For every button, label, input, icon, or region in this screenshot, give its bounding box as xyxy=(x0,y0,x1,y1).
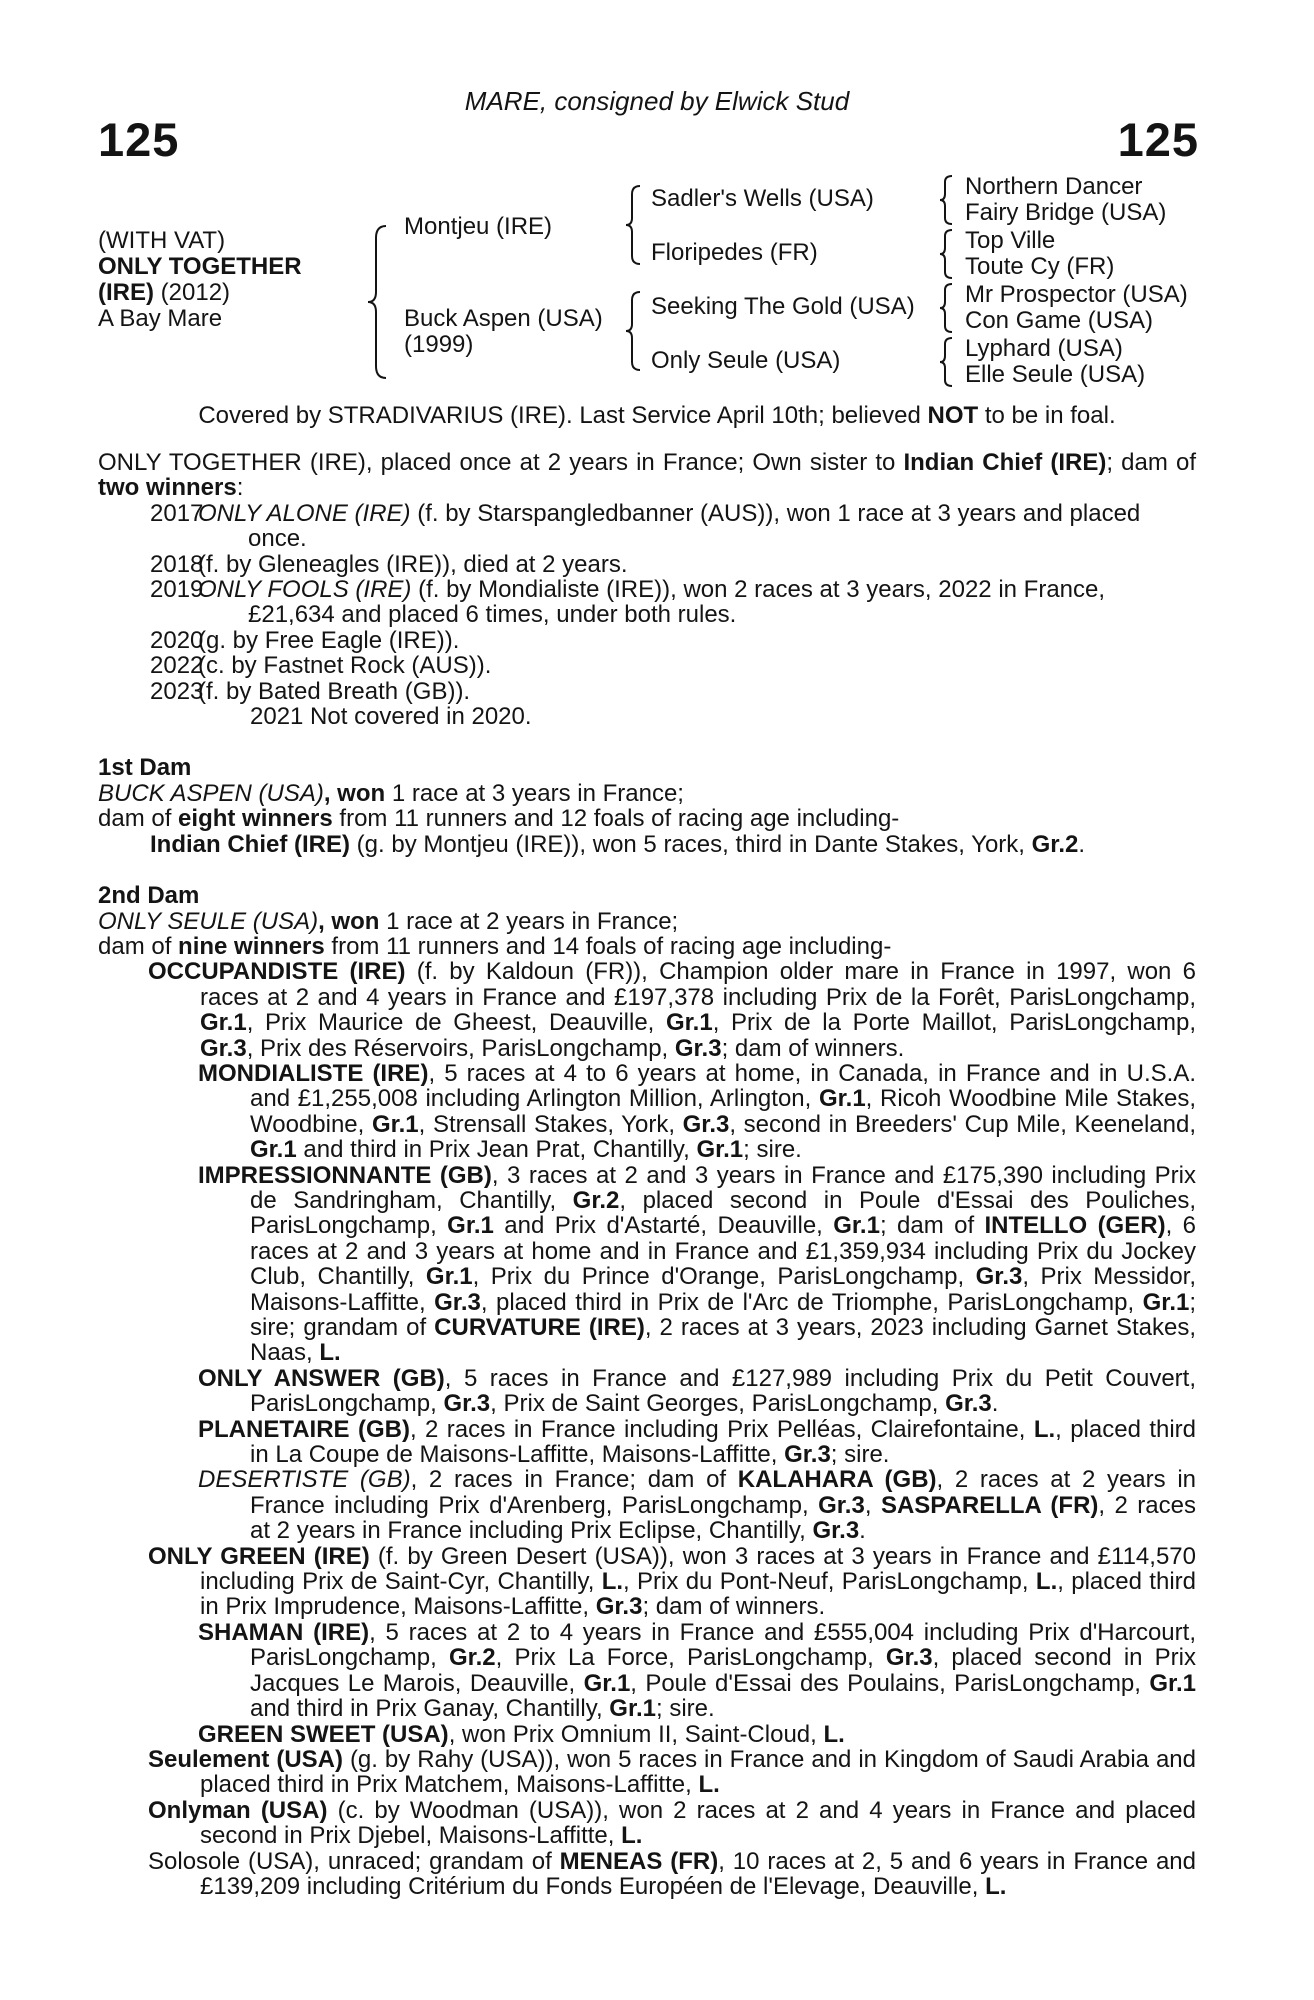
produce-row: 2017 ONLY ALONE (IRE) (f. by Starspangledbanner (AUS)), won 1 race at 3 years and placed once. xyxy=(150,499,1141,553)
pedigree-brace-dam xyxy=(624,290,642,372)
pedigree-sdd: Toute Cy (FR) xyxy=(965,253,1115,280)
covering-not: NOT xyxy=(927,402,979,429)
horse-name: ONLY TOGETHER xyxy=(98,253,302,280)
entry-seulement: Seulement (USA) (g. by Rahy (USA)), won 5 races in France and in Kingdom of Saudi Arabia and placed third in Prix Matchem, Maisons-Laffitte, L. xyxy=(148,1745,1196,1799)
pedigree-dam-year: (1999) xyxy=(404,331,474,358)
covering-note xyxy=(0,402,1314,430)
pedigree-ssd: Fairy Bridge (USA) xyxy=(965,199,1167,226)
consignor-line: MARE, consigned by Elwick Stud xyxy=(464,86,850,116)
catalogue-body xyxy=(98,450,1196,1899)
pedigree-brace-dd xyxy=(938,336,954,388)
pedigree-ds: Seeking The Gold (USA) xyxy=(651,293,915,320)
horse-origin-year xyxy=(98,280,230,306)
pedigree-ss: Sadler's Wells (USA) xyxy=(651,185,874,212)
pedigree-brace-ss xyxy=(938,174,954,226)
horse-country: (IRE) xyxy=(98,279,154,306)
second-dam-summary: dam of nine winners from 11 runners and 14 foals of racing age including- xyxy=(98,932,892,960)
pedigree-dds: Lyphard (USA) xyxy=(965,335,1123,362)
entry-green-sweet: GREEN SWEET (USA), won Prix Omnium II, Saint-Cloud, L. xyxy=(198,1720,845,1748)
pedigree-dsd: Con Game (USA) xyxy=(965,307,1154,334)
first-dam-summary: dam of eight winners from 11 runners and 12 foals of racing age including- xyxy=(98,805,900,833)
entry-planetaire: PLANETAIRE (GB), 2 races in France including Prix Pelléas, Clairefontaine, L., placed third in La Coupe de Maisons-Laffitte, Maisons-Laffitte, Gr.3; sire. xyxy=(198,1415,1197,1469)
pedigree-brace-sd xyxy=(938,228,954,280)
entry-occupandiste: OCCUPANDISTE (IRE) (f. by Kaldoun (FR)), Champion older mare in France in 1997, won 6 races at 2 and 4 years in France and £197,378 including Prix de la Forêt, ParisLongchamp, Gr.1, Prix Maurice de Gheest, Deauville, Gr.1, Prix de la Porte Maillot, ParisLongchamp, Gr.3, Prix des Réservoirs, ParisLongchamp, Gr.3; dam of winners. xyxy=(148,958,1197,1062)
pedigree-ddd: Elle Seule (USA) xyxy=(965,361,1146,388)
pedigree-dd: Only Seule (USA) xyxy=(651,347,841,374)
horse-year: (2012) xyxy=(160,279,231,306)
entry-desertiste: DESERTISTE (GB), 2 races in France; dam of KALAHARA (GB), 2 races at 2 years in France including Prix d'Arenberg, ParisLongchamp, Gr.3, SASPARELLA (FR), 2 races at 2 years in France including Prix Eclipse, Chantilly, Gr.3. xyxy=(198,1466,1197,1545)
vat-note: (WITH VAT) xyxy=(98,227,226,254)
lot-number-left: 125 xyxy=(98,113,180,166)
entry-only-green: ONLY GREEN (IRE) (f. by Green Desert (USA)), won 3 races at 3 years in France and £114,570 including Prix de Saint-Cyr, Chantilly, L., Prix du Pont-Neuf, ParisLongchamp, L., placed third in Prix Imprudence, Maisons-Laffitte, Gr.3; dam of winners. xyxy=(148,1542,1196,1621)
pedigree-brace-sire xyxy=(624,184,642,266)
second-dam-heading: 2nd Dam xyxy=(98,882,200,910)
entry-only-answer: ONLY ANSWER (GB), 5 races in France and £127,989 including Prix du Petit Couvert, ParisLongchamp, Gr.3, Prix de Saint Georges, ParisLongchamp, Gr.3. xyxy=(198,1364,1197,1418)
first-dam-heading: 1st Dam xyxy=(98,754,192,782)
pedigree-brace-ds xyxy=(938,282,954,334)
first-dam-line: BUCK ASPEN (USA), won 1 race at 3 years in France; xyxy=(98,779,684,807)
produce-row: 2019 ONLY FOOLS (IRE) (f. by Mondialiste (IRE)), won 2 races at 3 years, 2022 in France, £21,634 and placed 6 times, under both rules. xyxy=(150,576,1106,629)
horse-description: A Bay Mare xyxy=(98,305,223,332)
entry-solosole: Solosole (USA), unraced; grandam of MENEAS (FR), 10 races at 2, 5 and 6 years in France and £139,209 including Critérium du Fonds Européen de l'Elevage, Deauville, L. xyxy=(148,1847,1196,1900)
pedigree-sds: Top Ville xyxy=(965,227,1056,254)
covering-end: to be in foal. xyxy=(978,402,1116,429)
pedigree-sire: Montjeu (IRE) xyxy=(404,213,553,240)
produce-row: 2018 (f. by Gleneagles (IRE)), died at 2 years. xyxy=(150,550,628,578)
first-dam-produce: Indian Chief (IRE) (g. by Montjeu (IRE)), won 5 races, third in Dante Stakes, York, Gr.2. xyxy=(150,830,1086,858)
produce-row: 2023 (f. by Bated Breath (GB)). xyxy=(150,677,471,705)
produce-row: 2020 (g. by Free Eagle (IRE)). xyxy=(150,626,460,654)
pedigree-brace-gen1 xyxy=(366,224,388,380)
second-dam-line: ONLY SEULE (USA), won 1 race at 2 years in France; xyxy=(98,907,679,935)
entry-mondialiste: MONDIALISTE (IRE), 5 races at 4 to 6 years at home, in Canada, in France and in U.S.A. and £1,255,008 including Arlington Million, Arlington, Gr.1, Ricoh Woodbine Mile Stakes, Woodbine, Gr.1, Strensall Stakes, York, Gr.3, second in Breeders' Cup Mile, Keeneland, Gr.1 and third in Prix Jean Prat, Chantilly, Gr.1; sire. xyxy=(198,1059,1196,1164)
pedigree-dam: Buck Aspen (USA) xyxy=(404,305,603,332)
covering-text: Covered by STRADIVARIUS (IRE). Last Service April 10th; believed xyxy=(198,402,928,429)
pedigree-dss: Mr Prospector (USA) xyxy=(965,281,1188,308)
pedigree-sd: Floripedes (FR) xyxy=(651,239,818,266)
pedigree-sss: Northern Dancer xyxy=(965,173,1143,200)
entry-impressionnante: IMPRESSIONNANTE (GB), 3 races at 2 and 3 years in France and £175,390 including Prix de Sandringham, Chantilly, Gr.2, placed second in Poule d'Essai des Pouliches, ParisLongchamp, Gr.1 and Prix d'Astarté, Deauville, Gr.1; dam of INTELLO (GER), 6 races at 2 and 3 years at home and in France and £1,359,934 including Prix du Jockey Club, Chantilly, Gr.1, Prix du Prince d'Orange, ParisLongchamp, Gr.3, Prix Messidor, Maisons-Laffitte, Gr.3, placed third in Prix de l'Arc de Triomphe, ParisLongchamp, Gr.1; sire; grandam of CURVATURE (IRE), 2 races at 3 years, 2023 including Garnet Stakes, Naas, L. xyxy=(198,1161,1197,1367)
entry-shaman: SHAMAN (IRE), 5 races at 2 to 4 years in France and £555,004 including Prix d'Harcourt, ParisLongchamp, Gr.2, Prix La Force, ParisLongchamp, Gr.3, placed second in Prix Jacques Le Marois, Deauville, Gr.1, Poule d'Essai des Poulains, ParisLongchamp, Gr.1 and third in Prix Ganay, Chantilly, Gr.1; sire. xyxy=(198,1618,1197,1723)
intro: ONLY TOGETHER (IRE), placed once at 2 years in France; Own sister to Indian Chief (IRE); dam of two winners: xyxy=(98,449,1196,502)
not-covered-note: 2021 Not covered in 2020. xyxy=(250,703,532,731)
produce-row: 2022 (c. by Fastnet Rock (AUS)). xyxy=(150,652,492,680)
entry-onlyman: Onlyman (USA) (c. by Woodman (USA)), won 2 races at 2 and 4 years in France and placed second in Prix Djebel, Maisons-Laffitte, L. xyxy=(148,1796,1196,1850)
lot-number-right: 125 xyxy=(1117,113,1199,166)
